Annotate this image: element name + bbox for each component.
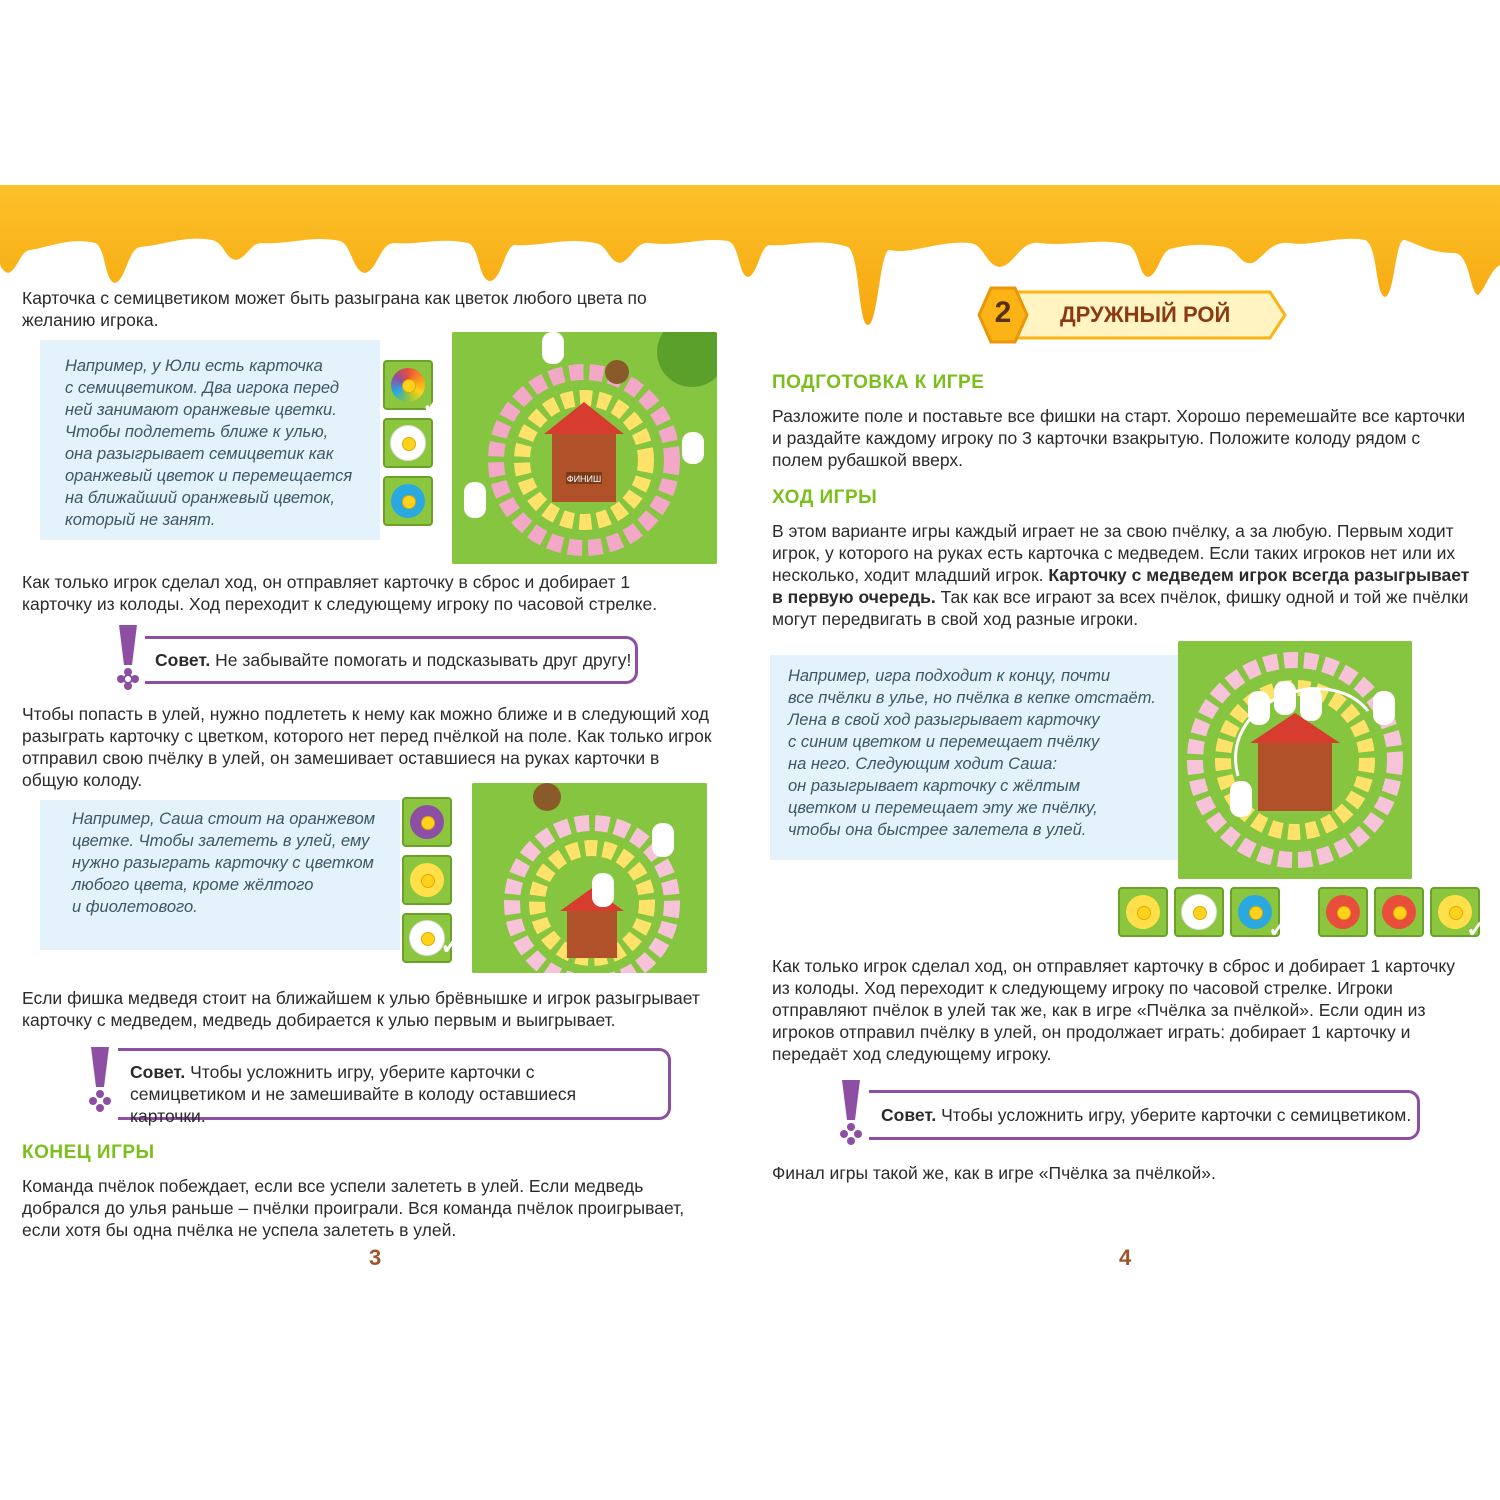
- tip-label: Совет.: [881, 1105, 937, 1125]
- example-line: она разыгрывает семицветик как: [65, 445, 334, 463]
- final-text: Финал игры такой же, как в игре «Пчёлка за пчёлкой».: [772, 1163, 1216, 1183]
- tip-text: Чтобы усложнить игру, уберите карточки с семицветиком.: [936, 1105, 1412, 1125]
- move-text: [772, 520, 1472, 630]
- move-text-a: В этом варианте игры каждый играет не за свою пчёлку, а за любую. Первым ходит игрок, у которого на руках есть карточка с медведем. Если таких игроков нет или их несколько, ходит младший игрок.: [772, 521, 1456, 585]
- game-board-illustration-2: [472, 783, 707, 973]
- example-line: цветке. Чтобы залететь в улей, ему: [72, 832, 370, 850]
- paragraph-bear: Если фишка медведя стоит на ближайшем к улью брёвнышке и игрок разыгрывает карточку с медведем, медведь добирается к улью первым и выигрывает.: [22, 988, 700, 1030]
- example-box-3: [770, 655, 1178, 860]
- paragraph-hive: Чтобы попасть в улей, нужно подлететь к нему как можно ближе и в следующий ход разыграть карточку с цветком, которого нет перед пчёлкой на поле. Как только игрок отправил свою пчёлку в улей, он замешивает оставшиеся на руках карточки в общую колоду.: [22, 704, 712, 790]
- flower-card-blue: [383, 476, 433, 526]
- game-title-badge: [965, 286, 1291, 344]
- example-box-2: [40, 800, 400, 950]
- flower-card-yellow: [1118, 887, 1168, 937]
- checkmark-icon: ✓: [440, 930, 462, 960]
- tip-text: Чтобы усложнить игру, уберите карточки с семицветиком и не замешивайте в колоду оставшиеся карточки.: [130, 1062, 577, 1126]
- page-number-left: 3: [369, 1245, 382, 1270]
- game-board-illustration-1: [452, 332, 717, 564]
- checkmark-icon: ✓: [1268, 916, 1289, 943]
- move-heading: ХОД ИГРЫ: [772, 487, 878, 508]
- example-line: любого цвета, кроме жёлтого: [72, 876, 314, 894]
- prep-heading: ПОДГОТОВКА К ИГРЕ: [772, 372, 985, 393]
- end-game-heading: КОНЕЦ ИГРЫ: [22, 1142, 155, 1163]
- example-line: с синим цветком и перемещает пчёлку: [788, 733, 1100, 751]
- paragraph-after-move: Как только игрок сделал ход, он отправляет карточку в сброс и добирает 1 карточку из колоды. Ход переходит к следующему игроку по часовой стрелке.: [22, 572, 658, 614]
- intro-paragraph: Карточка с семицветиком может быть разыграна как цветок любого цвета по желанию игрока.: [22, 288, 647, 330]
- example-line: с семицветиком. Два игрока перед: [65, 379, 339, 397]
- example-line: ней занимают оранжевые цветки.: [65, 401, 337, 419]
- example-line: который не занят.: [65, 511, 216, 529]
- game-title: ДРУЖНЫЙ РОЙ: [1060, 302, 1231, 327]
- example-line: Чтобы подлететь ближе к улью,: [65, 423, 329, 441]
- end-game-text: Команда пчёлок побеждает, если все успели залететь в улей. Если медведь добрался до улья раньше – пчёлки проиграли. Вся команда пчёлок проигрывает, если хотя бы одна пчёлка не успела залететь в улей.: [22, 1176, 685, 1240]
- example-line: Например, у Юли есть карточка: [65, 357, 323, 375]
- flower-card-red: [1374, 887, 1424, 937]
- example-line: Например, Саша стоит на оранжевом: [72, 810, 376, 828]
- example-line: все пчёлки в улье, но пчёлка в кепке отстаёт.: [788, 689, 1156, 707]
- flower-card-yellow: [402, 855, 452, 905]
- example-box-1: [40, 340, 380, 540]
- example-line: на ближайший оранжевый цветок,: [65, 489, 336, 507]
- tip-box-2: [118, 1048, 671, 1126]
- tip-label: Совет.: [155, 650, 211, 670]
- card-row-1: [1118, 887, 1280, 937]
- prep-text: Разложите поле и поставьте все фишки на старт. Хорошо перемешайте все карточки и раздайте каждому игроку по 3 карточки взакрытую. Положите колоду рядом с полем рубашкой вверх.: [772, 406, 1466, 470]
- tip-text: Не забывайте помогать и подсказывать друг другу!: [210, 650, 632, 670]
- tip-box-right: [869, 1090, 1420, 1140]
- game-board-illustration-3: [1178, 641, 1412, 879]
- example-line: оранжевый цветок и перемещается: [65, 467, 353, 485]
- paragraph-after-move-right: Как только игрок сделал ход, он отправляет карточку в сброс и добирает 1 карточку из колоды. Ход переходит к следующему игроку по часовой стрелке. Игроки отправляют пчёлок в улей так же, как в игре «Пчёлка за пчёлкой». Если один из игроков отправил пчёлку в улей, он продолжает играть: добирает 1 карточку и передаёт ход следующему игроку.: [772, 956, 1456, 1064]
- example-line: и фиолетового.: [72, 898, 198, 916]
- example-line: нужно разыграть карточку с цветком: [72, 854, 374, 872]
- card-row-2: [1318, 887, 1480, 937]
- exclamation-flower-icon: [836, 1080, 866, 1146]
- finish-label: ФИНИШ: [566, 474, 602, 484]
- flower-card-purple: [402, 797, 452, 847]
- page-number-right: 4: [1119, 1245, 1132, 1270]
- tip-label: Совет.: [130, 1062, 186, 1082]
- flower-card-white: [383, 418, 433, 468]
- checkmark-icon: ✓: [422, 390, 444, 420]
- exclamation-flower-icon: [85, 1047, 115, 1113]
- example-line: он разыгрывает карточку с жёлтым: [788, 777, 1081, 795]
- card-stack-1: [383, 360, 433, 526]
- example-line: Например, игра подходит к концу, почти: [788, 667, 1110, 685]
- tip-box-1: [145, 636, 638, 684]
- move-text-bold: Карточку с медведем игрок всегда разыгрывает в первую очередь.: [772, 565, 1470, 607]
- example-line: чтобы она быстрее залетела в улей.: [788, 821, 1087, 839]
- hexagon-number-icon: 2: [994, 296, 1012, 329]
- exclamation-flower-icon: [113, 625, 143, 691]
- example-line: Лена в свой ход разыгрывает карточку: [788, 711, 1100, 729]
- example-line: цветком и перемещает эту же пчёлку,: [788, 799, 1098, 817]
- flower-card-red: [1318, 887, 1368, 937]
- checkmark-icon: ✓: [1466, 916, 1487, 943]
- flower-card-white: [1174, 887, 1224, 937]
- example-line: на него. Следующим ходит Саша:: [788, 755, 1057, 773]
- move-text-b: Так как все играют за всех пчёлок, фишку одной и той же пчёлки могут передвигать в свой ход разные игроки.: [772, 587, 1469, 629]
